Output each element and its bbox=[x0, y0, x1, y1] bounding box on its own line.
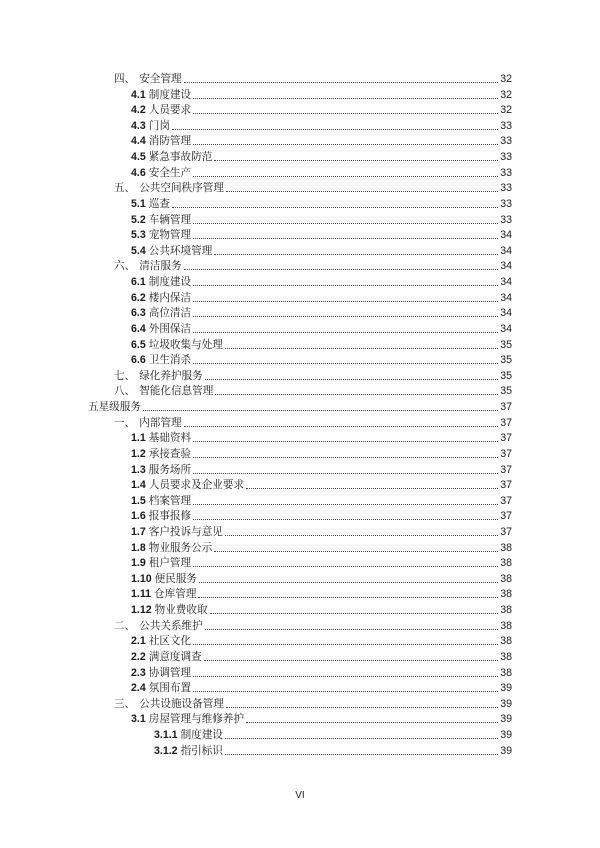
toc-entry-title: 服务场所 bbox=[148, 463, 192, 476]
toc-entry[interactable] bbox=[131, 633, 512, 648]
toc-entry[interactable] bbox=[131, 649, 512, 664]
toc-entry-page: 38 bbox=[500, 541, 512, 554]
toc-entry-page: 34 bbox=[500, 229, 512, 242]
dot-leader bbox=[172, 207, 498, 208]
toc-entry-title: 公共环境管理 bbox=[148, 244, 213, 257]
toc-entry-title: 公共关系维护 bbox=[139, 619, 203, 632]
toc-entry[interactable] bbox=[131, 680, 512, 695]
toc-entry-title: 紧急事故防范 bbox=[148, 151, 213, 164]
toc-entry-title: 报事报修 bbox=[148, 510, 192, 523]
toc-entry[interactable] bbox=[131, 524, 512, 539]
toc-entry-page: 37 bbox=[500, 416, 512, 429]
toc-entry-number: 1.7 bbox=[131, 525, 146, 538]
dot-leader bbox=[193, 457, 498, 458]
toc-entry-title: 氛围布置 bbox=[148, 682, 192, 695]
toc-entry-page: 39 bbox=[500, 682, 512, 695]
toc-entry-page: 33 bbox=[500, 166, 512, 179]
dot-leader bbox=[172, 129, 498, 130]
toc-entry-title: 外围保洁 bbox=[148, 322, 192, 335]
toc-entry-page: 37 bbox=[500, 432, 512, 445]
toc-entry-page: 33 bbox=[500, 213, 512, 226]
toc-entry-page: 38 bbox=[500, 650, 512, 663]
dot-leader bbox=[184, 426, 499, 427]
toc-entry-title: 清洁服务 bbox=[139, 260, 182, 273]
dot-leader bbox=[193, 441, 498, 442]
toc-entry-number: 1.1 bbox=[131, 432, 146, 445]
toc-entry[interactable] bbox=[131, 540, 512, 555]
toc-entry-page: 38 bbox=[500, 557, 512, 570]
toc-entry-number: 3.1.1 bbox=[154, 729, 178, 742]
toc-entry-title: 安全生产 bbox=[148, 166, 192, 179]
toc-entry-number: 2.3 bbox=[131, 666, 146, 679]
toc-entry-title: 房屋管理与维修养护 bbox=[148, 713, 245, 726]
dot-leader bbox=[214, 254, 498, 255]
toc-entry[interactable] bbox=[131, 555, 512, 570]
toc-entry-page: 38 bbox=[500, 588, 512, 601]
toc-entry[interactable] bbox=[131, 212, 512, 227]
toc-entry-page: 38 bbox=[500, 635, 512, 648]
toc-entry-page: 38 bbox=[500, 604, 512, 617]
toc-entry-title: 消防管理 bbox=[148, 135, 192, 148]
toc-entry-page: 37 bbox=[500, 401, 512, 414]
dot-leader bbox=[225, 754, 498, 755]
toc-entry-page: 33 bbox=[500, 182, 512, 195]
toc-entry[interactable] bbox=[131, 243, 512, 258]
toc-entry-title: 楼内保洁 bbox=[148, 291, 192, 304]
toc-entry[interactable] bbox=[131, 102, 512, 117]
toc-entry-page: 34 bbox=[500, 307, 512, 320]
dot-leader bbox=[199, 582, 498, 583]
toc-entry-title: 物业服务公示 bbox=[148, 541, 213, 554]
toc-entry-number: 6.3 bbox=[131, 307, 146, 320]
toc-entry-page: 35 bbox=[500, 369, 512, 382]
toc-entry-title: 仓库管理 bbox=[154, 588, 197, 601]
dot-leader bbox=[204, 660, 499, 661]
toc-entry-number: 1.12 bbox=[131, 604, 152, 617]
toc-entry[interactable] bbox=[131, 571, 512, 586]
toc-entry-number: 4.4 bbox=[131, 135, 146, 148]
toc-entry[interactable] bbox=[131, 477, 512, 492]
dot-leader bbox=[193, 238, 498, 239]
toc-entry-number: 5.3 bbox=[131, 229, 146, 242]
dot-leader bbox=[193, 301, 498, 302]
toc-entry[interactable] bbox=[131, 133, 512, 148]
dot-leader bbox=[246, 722, 498, 723]
toc-entry-number: 2.1 bbox=[131, 635, 146, 648]
dot-leader bbox=[193, 566, 498, 567]
toc-entry-page: 34 bbox=[500, 244, 512, 257]
dot-leader bbox=[193, 676, 498, 677]
toc-entry-number: 3.1.2 bbox=[154, 744, 178, 757]
dot-leader bbox=[214, 551, 498, 552]
toc-entry-page: 37 bbox=[500, 447, 512, 460]
dot-leader bbox=[210, 613, 499, 614]
toc-entry[interactable] bbox=[131, 305, 512, 320]
toc-entry-number: 4.3 bbox=[131, 119, 146, 132]
toc-entry-number: 1.9 bbox=[131, 557, 146, 570]
toc-entry-number: 3.1 bbox=[131, 713, 146, 726]
toc-entry[interactable] bbox=[131, 462, 512, 477]
toc-entry-page: 33 bbox=[500, 119, 512, 132]
toc-entry-number: 1.3 bbox=[131, 463, 146, 476]
toc-entry-number: 八、 bbox=[114, 385, 136, 398]
toc-entry[interactable] bbox=[131, 321, 512, 336]
toc-entry[interactable] bbox=[131, 149, 512, 164]
toc-entry-number: 4.1 bbox=[131, 88, 146, 101]
toc-entry-page: 32 bbox=[500, 104, 512, 117]
dot-leader bbox=[184, 82, 499, 83]
dot-leader bbox=[198, 597, 498, 598]
toc-entry-page: 33 bbox=[500, 197, 512, 210]
dot-leader bbox=[184, 269, 499, 270]
toc-entry-page: 37 bbox=[500, 479, 512, 492]
toc-entry-title: 承接查验 bbox=[148, 447, 192, 460]
toc-entry-title: 宠物管理 bbox=[148, 229, 192, 242]
toc-entry-title: 人员要求 bbox=[148, 104, 192, 117]
toc-entry[interactable] bbox=[131, 196, 512, 211]
toc-entry-title: 社区文化 bbox=[148, 635, 192, 648]
toc-entry[interactable] bbox=[131, 665, 512, 680]
toc-entry-title: 基础资料 bbox=[148, 432, 192, 445]
toc-entry[interactable] bbox=[131, 430, 512, 445]
toc-entry-title: 租户管理 bbox=[148, 557, 192, 570]
toc-entry[interactable] bbox=[114, 618, 512, 633]
toc-entry-page: 38 bbox=[500, 572, 512, 585]
dot-leader bbox=[226, 707, 498, 708]
toc-entry[interactable] bbox=[131, 165, 512, 180]
toc-entry[interactable] bbox=[131, 446, 512, 461]
toc-entry-number: 6.6 bbox=[131, 354, 146, 367]
toc-entry[interactable] bbox=[131, 290, 512, 305]
toc-entry-title: 制度建设 bbox=[180, 729, 223, 742]
toc-entry-number: 1.4 bbox=[131, 479, 146, 492]
toc-entry[interactable] bbox=[131, 508, 512, 523]
toc-entry-number: 一、 bbox=[114, 416, 136, 429]
toc-entry[interactable] bbox=[131, 274, 512, 289]
toc-entry-title: 公共设施设备管理 bbox=[139, 697, 224, 710]
toc-entry-number: 2.4 bbox=[131, 682, 146, 695]
dot-leader bbox=[205, 629, 498, 630]
toc-entry-title: 制度建设 bbox=[148, 276, 192, 289]
dot-leader bbox=[205, 379, 498, 380]
toc-entry-number: 6.2 bbox=[131, 291, 146, 304]
toc-entry[interactable] bbox=[131, 602, 512, 617]
dot-leader bbox=[214, 160, 498, 161]
toc-entry-page: 37 bbox=[500, 494, 512, 507]
toc-entry-number: 6.4 bbox=[131, 322, 146, 335]
toc-entry[interactable] bbox=[88, 399, 512, 414]
toc-entry-number: 二、 bbox=[114, 619, 136, 632]
toc-entry[interactable] bbox=[114, 258, 512, 273]
toc-entry-page: 38 bbox=[500, 619, 512, 632]
toc-entry-number: 七、 bbox=[114, 369, 136, 382]
toc-entry[interactable] bbox=[154, 743, 512, 758]
toc-entry-number: 六、 bbox=[114, 260, 136, 273]
toc-entry-number: 1.2 bbox=[131, 447, 146, 460]
toc-entry-title: 指引标识 bbox=[180, 744, 223, 757]
toc-entry-number: 三、 bbox=[114, 697, 136, 710]
toc-entry-page: 33 bbox=[500, 135, 512, 148]
toc-entry-title: 卫生消杀 bbox=[148, 354, 192, 367]
toc-entry[interactable] bbox=[131, 227, 512, 242]
toc-entry[interactable] bbox=[131, 493, 512, 508]
dot-leader bbox=[193, 285, 498, 286]
dot-leader bbox=[193, 332, 498, 333]
toc-entry-number: 5.1 bbox=[131, 197, 146, 210]
dot-leader bbox=[193, 98, 498, 99]
dot-leader bbox=[225, 348, 498, 349]
toc-entry-page: 34 bbox=[500, 322, 512, 335]
toc-entry-page: 34 bbox=[500, 260, 512, 273]
toc-entry-number: 1.8 bbox=[131, 541, 146, 554]
toc-entry[interactable] bbox=[131, 352, 512, 367]
toc-entry-title: 制度建设 bbox=[148, 88, 192, 101]
toc-entry-page: 35 bbox=[500, 338, 512, 351]
toc-entry-number: 4.5 bbox=[131, 151, 146, 164]
toc-entry-number: 1.11 bbox=[131, 588, 152, 601]
toc-entry-page: 37 bbox=[500, 463, 512, 476]
dot-leader bbox=[225, 738, 498, 739]
toc-entry-title: 公共空间秩序管理 bbox=[139, 182, 224, 195]
toc-entry-title: 内部管理 bbox=[139, 416, 182, 429]
toc-entry-page: 38 bbox=[500, 666, 512, 679]
toc-entry[interactable] bbox=[131, 87, 512, 102]
dot-leader bbox=[143, 410, 498, 411]
toc-entry-title: 档案管理 bbox=[148, 494, 192, 507]
dot-leader bbox=[193, 144, 498, 145]
toc-entry-number: 6.5 bbox=[131, 338, 146, 351]
dot-leader bbox=[193, 113, 498, 114]
toc-entry-number: 5.4 bbox=[131, 244, 146, 257]
toc-entry-page: 32 bbox=[500, 73, 512, 85]
dot-leader bbox=[246, 488, 498, 489]
toc-entry-title: 高位清洁 bbox=[148, 307, 192, 320]
toc-entry-number: 4.2 bbox=[131, 104, 146, 117]
toc-entry[interactable] bbox=[114, 383, 512, 398]
toc-entry[interactable] bbox=[131, 711, 512, 726]
toc-entry[interactable] bbox=[131, 586, 512, 601]
toc-entry-number: 1.6 bbox=[131, 510, 146, 523]
toc-entry-title: 客户投诉与意见 bbox=[148, 525, 223, 538]
toc-entry-page: 33 bbox=[500, 151, 512, 164]
toc-entry-title: 垃圾收集与处理 bbox=[148, 338, 223, 351]
toc-entry-page: 34 bbox=[500, 276, 512, 289]
toc-entry-page: 34 bbox=[500, 291, 512, 304]
dot-leader bbox=[193, 519, 498, 520]
page-number: VI bbox=[295, 790, 305, 801]
toc-entry-page: 39 bbox=[500, 697, 512, 710]
dot-leader bbox=[215, 394, 498, 395]
toc-entry-title: 车辆管理 bbox=[148, 213, 192, 226]
toc-entry-page: 35 bbox=[500, 354, 512, 367]
dot-leader bbox=[225, 535, 498, 536]
toc-entry-number: 5.2 bbox=[131, 213, 146, 226]
toc-entry-number: 1.5 bbox=[131, 494, 146, 507]
toc-entry-number: 四、 bbox=[114, 73, 136, 85]
toc-entry-title: 巡查 bbox=[148, 197, 170, 210]
toc-entry[interactable] bbox=[114, 415, 512, 430]
toc-entry[interactable] bbox=[131, 337, 512, 352]
toc-entry-page: 39 bbox=[500, 713, 512, 726]
toc-entry-title: 人员要求及企业要求 bbox=[148, 479, 245, 492]
dot-leader bbox=[193, 691, 498, 692]
toc-entry[interactable] bbox=[154, 727, 512, 742]
toc-entry[interactable] bbox=[114, 180, 512, 195]
toc-entry-title: 智能化信息管理 bbox=[139, 385, 214, 398]
toc-entry-title: 门岗 bbox=[148, 119, 170, 132]
toc-entry-page: 37 bbox=[500, 510, 512, 523]
dot-leader bbox=[193, 644, 498, 645]
toc-entry-title: 五星级服务 bbox=[88, 401, 141, 414]
dot-leader bbox=[226, 191, 498, 192]
toc-entry-title: 便民服务 bbox=[154, 572, 197, 585]
toc-entry[interactable] bbox=[114, 71, 512, 86]
toc-entry-title: 协调管理 bbox=[148, 666, 192, 679]
dot-leader bbox=[193, 223, 498, 224]
toc-entry-title: 满意度调查 bbox=[148, 650, 202, 663]
toc-entry-page: 35 bbox=[500, 385, 512, 398]
toc-entry-page: 39 bbox=[500, 744, 512, 757]
dot-leader bbox=[193, 504, 498, 505]
toc-entry-number: 五、 bbox=[114, 182, 136, 195]
toc-entry[interactable] bbox=[114, 368, 512, 383]
dot-leader bbox=[193, 363, 498, 364]
toc-entry-title: 绿化养护服务 bbox=[139, 369, 203, 382]
toc-entry[interactable] bbox=[114, 696, 512, 711]
toc-entry-page: 39 bbox=[500, 729, 512, 742]
toc-entry-number: 2.2 bbox=[131, 650, 146, 663]
toc-entry-page: 32 bbox=[500, 88, 512, 101]
toc-entry-number: 6.1 bbox=[131, 276, 146, 289]
toc-entry-number: 4.6 bbox=[131, 166, 146, 179]
toc-entry-title: 安全管理 bbox=[139, 73, 182, 85]
toc-entry-number: 1.10 bbox=[131, 572, 152, 585]
dot-leader bbox=[193, 316, 498, 317]
toc-entry-page: 37 bbox=[500, 525, 512, 538]
dot-leader bbox=[193, 176, 498, 177]
dot-leader bbox=[193, 473, 498, 474]
toc-entry[interactable] bbox=[131, 118, 512, 133]
toc-entry-title: 物业费收取 bbox=[154, 604, 208, 617]
